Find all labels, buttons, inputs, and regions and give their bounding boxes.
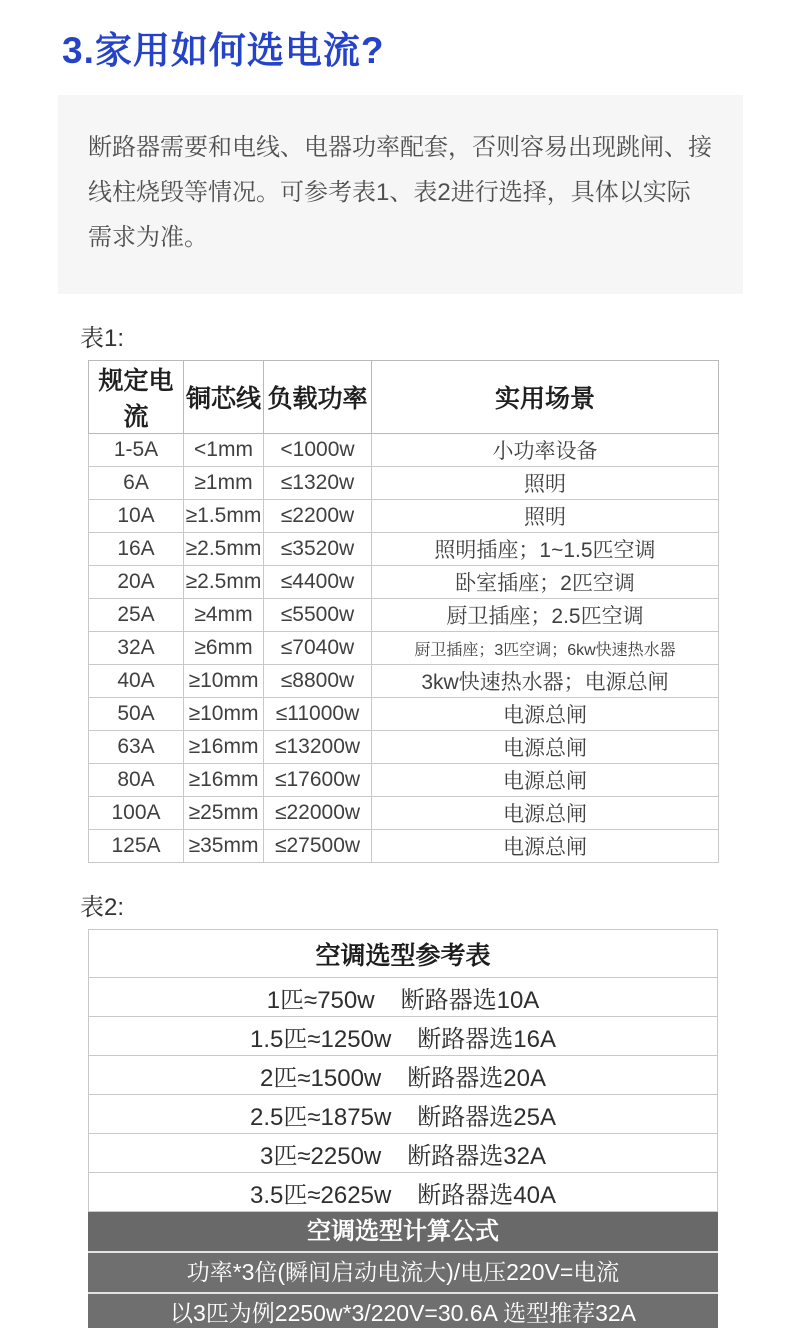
table-cell: 125A (89, 830, 184, 863)
table-cell: ≤7040w (264, 632, 372, 665)
page-title: 3.家用如何选电流? (62, 30, 385, 71)
table-row (89, 632, 719, 665)
table-cell: ≥1mm (184, 467, 264, 500)
calc-formula-line: 功率*3倍(瞬间启动电流大)/电压220V=电流 (88, 1251, 718, 1292)
table-row (89, 797, 719, 830)
table-cell: ≥2.5mm (184, 566, 264, 599)
table-cell: <1mm (184, 434, 264, 467)
table-cell (89, 1134, 718, 1173)
table-cell: 63A (89, 731, 184, 764)
table-cell (89, 978, 718, 1017)
table-cell: 100A (89, 797, 184, 830)
table-cell: ≤3520w (264, 533, 372, 566)
table-row (89, 1056, 718, 1095)
table-cell: 电源总闸 (372, 698, 719, 731)
table-cell: 电源总闸 (372, 797, 719, 830)
ac-selection-table (88, 929, 718, 1212)
table-cell: 电源总闸 (372, 731, 719, 764)
table-cell: ≤13200w (264, 731, 372, 764)
table-row (89, 599, 719, 632)
table-row (89, 731, 719, 764)
table-cell: <1000w (264, 434, 372, 467)
table-cell: ≥6mm (184, 632, 264, 665)
current-selection-table (88, 360, 719, 863)
table-header-row (89, 361, 719, 434)
table-cell: ≤1320w (264, 467, 372, 500)
ac-table-title: 空调选型参考表 (89, 930, 718, 978)
table-cell: 照明 (372, 500, 719, 533)
breaker-recommendation: 断路器选10A (400, 986, 540, 1014)
table-row (89, 698, 719, 731)
table2-body (89, 978, 718, 1212)
table-cell: ≥2.5mm (184, 533, 264, 566)
table-cell: ≥10mm (184, 665, 264, 698)
table-cell: ≤2200w (264, 500, 372, 533)
table-cell: ≤11000w (264, 698, 372, 731)
intro-box (58, 95, 743, 294)
table-row (89, 665, 719, 698)
table-cell: ≤27500w (264, 830, 372, 863)
table-cell: ≥16mm (184, 764, 264, 797)
table-cell: 50A (89, 698, 184, 731)
table-cell: 32A (89, 632, 184, 665)
column-header-use-scenario: 实用场景 (372, 361, 719, 434)
table-cell: ≤22000w (264, 797, 372, 830)
table-row (89, 566, 719, 599)
table-cell: ≥10mm (184, 698, 264, 731)
table-cell: 照明插座；1~1.5匹空调 (372, 533, 719, 566)
table-cell: ≤5500w (264, 599, 372, 632)
breaker-recommendation: 断路器选40A (417, 1181, 556, 1209)
table-cell: 小功率设备 (372, 434, 719, 467)
table-cell: ≤4400w (264, 566, 372, 599)
table-cell: ≥16mm (184, 731, 264, 764)
table-cell: 25A (89, 599, 184, 632)
ac-power-value: 2匹≈1500w (260, 1064, 382, 1092)
table-cell (89, 1017, 718, 1056)
calc-example-line: 以3匹为例2250w*3/220V=30.6A 选型推荐32A (88, 1292, 718, 1328)
column-header-copper-wire: 铜芯线 (184, 361, 264, 434)
table-cell: ≤8800w (264, 665, 372, 698)
table-cell: ≤17600w (264, 764, 372, 797)
calc-formula-section (88, 1212, 718, 1328)
table-row (89, 830, 719, 863)
table-row (89, 500, 719, 533)
intro-paragraph: 断路器需要和电线、电器功率配套，否则容易出现跳闸、接线柱烧毁等情况。可参考表1、表2进行选择，具体以实际需求为准。 (88, 134, 712, 251)
table-cell: ≥35mm (184, 830, 264, 863)
table-cell: 厨卫插座；3匹空调；6kw快速热水器 (372, 632, 719, 665)
ac-power-value: 3匹≈2250w (260, 1142, 382, 1170)
column-header-load-power: 负载功率 (264, 361, 372, 434)
table-cell: 16A (89, 533, 184, 566)
table-cell: 3kw快速热水器；电源总闸 (372, 665, 719, 698)
column-header-rated-current: 规定电流 (89, 361, 184, 434)
table2-label: 表2: (80, 894, 125, 921)
calc-formula-title: 空调选型计算公式 (88, 1212, 718, 1251)
ac-power-value: 1.5匹≈1250w (250, 1025, 392, 1053)
table-cell (89, 1056, 718, 1095)
table-row (89, 1134, 718, 1173)
ac-power-value: 1匹≈750w (266, 986, 375, 1014)
table-row (89, 764, 719, 797)
table-row (89, 1173, 718, 1212)
table-cell: 电源总闸 (372, 830, 719, 863)
table-header-row (89, 930, 718, 978)
table-row (89, 978, 718, 1017)
table-row (89, 434, 719, 467)
table-row (89, 1095, 718, 1134)
breaker-recommendation: 断路器选25A (417, 1103, 556, 1131)
table-row (89, 1017, 718, 1056)
breaker-recommendation: 断路器选16A (417, 1025, 556, 1053)
table-cell: ≥25mm (184, 797, 264, 830)
table-cell: 1-5A (89, 434, 184, 467)
table1-body (89, 434, 719, 863)
table-cell: 20A (89, 566, 184, 599)
ac-power-value: 2.5匹≈1875w (250, 1103, 392, 1131)
breaker-recommendation: 断路器选32A (407, 1142, 546, 1170)
table-cell: 6A (89, 467, 184, 500)
table-row (89, 533, 719, 566)
table-cell: ≥1.5mm (184, 500, 264, 533)
table-cell: 10A (89, 500, 184, 533)
table-cell: 80A (89, 764, 184, 797)
table-cell (89, 1173, 718, 1212)
table-cell: 照明 (372, 467, 719, 500)
table-cell: 40A (89, 665, 184, 698)
ac-power-value: 3.5匹≈2625w (250, 1181, 392, 1209)
table-cell: ≥4mm (184, 599, 264, 632)
table-cell: 卧室插座；2匹空调 (372, 566, 719, 599)
table-cell: 厨卫插座；2.5匹空调 (372, 599, 719, 632)
breaker-recommendation: 断路器选20A (407, 1064, 546, 1092)
table-cell (89, 1095, 718, 1134)
table1-label: 表1: (80, 325, 125, 352)
table-row (89, 467, 719, 500)
table-cell: 电源总闸 (372, 764, 719, 797)
